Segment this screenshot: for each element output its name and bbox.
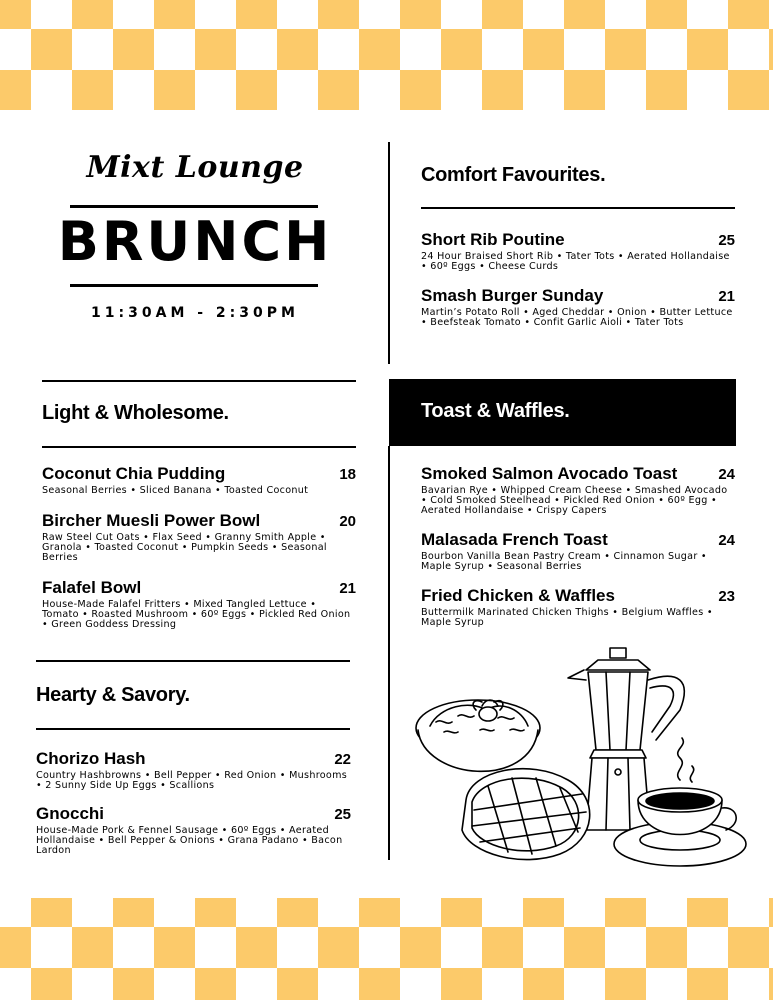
header-bottom-divider: [70, 284, 318, 287]
checker-square: [646, 70, 687, 110]
item-name: Falafel Bowl: [42, 578, 142, 597]
oatmeal-bowl-icon: [416, 700, 540, 771]
menu-item: [421, 586, 735, 628]
checker-square: [646, 927, 687, 968]
item-description: 24 Hour Braised Short Rib • Tater Tots • Aerated Hollandaise • 60º Eggs • Cheese Curds: [421, 251, 730, 272]
checker-square: [523, 968, 564, 1000]
item-price: 25: [718, 232, 735, 249]
checker-square: [605, 968, 646, 1000]
section-title-comfort: Comfort Favourites.: [421, 164, 606, 186]
checker-square: [277, 898, 318, 927]
checker-square: [31, 898, 72, 927]
checker-square: [769, 29, 773, 70]
checker-square: [277, 968, 318, 1000]
checker-square: [482, 0, 523, 29]
hearty-section-bottom-rule: [36, 728, 350, 730]
checker-square: [318, 927, 359, 968]
checker-square: [400, 927, 441, 968]
item-description: Bavarian Rye • Whipped Cream Cheese • Smashed Avocado • Cold Smoked Steelhead • Pickled Red Onion • 60º Egg • Aerated Hollandaise • Crispy Capers: [421, 485, 728, 516]
checker-square: [441, 29, 482, 70]
item-name: Coconut Chia Pudding: [42, 464, 226, 483]
checker-square: [605, 898, 646, 927]
checker-square: [564, 927, 605, 968]
item-price: 21: [718, 288, 735, 305]
light-section-bottom-rule: [42, 446, 356, 448]
checker-square: [154, 927, 195, 968]
menu-item: [421, 230, 735, 272]
item-name: Smoked Salmon Avocado Toast: [421, 464, 678, 483]
section-title-light: Light & Wholesome.: [42, 402, 229, 424]
menu-item: [421, 530, 735, 572]
item-price: 23: [718, 588, 735, 605]
menu-item: [42, 578, 356, 630]
item-price: 21: [339, 580, 356, 597]
menu-item: [421, 286, 735, 328]
item-price: 24: [718, 466, 735, 483]
menu-item: [42, 464, 356, 496]
item-description: Raw Steel Cut Oats • Flax Seed • Granny Smith Apple • Granola • Toasted Coconut • Pumpkin Seeds • Seasonal Berries: [42, 532, 327, 563]
header-top-divider: [70, 205, 318, 208]
item-name: Bircher Muesli Power Bowl: [42, 511, 261, 530]
item-name: Chorizo Hash: [36, 749, 146, 768]
checker-square: [236, 927, 277, 968]
checker-square: [769, 898, 773, 927]
item-price: 18: [339, 466, 356, 483]
waffle-icon: [462, 769, 590, 860]
checker-square: [441, 968, 482, 1000]
checker-square: [728, 70, 769, 110]
checker-square: [277, 29, 318, 70]
item-description: House-Made Falafel Fritters • Mixed Tangled Lettuce • Tomato • Roasted Mushroom • 60º Eggs • Pickled Red Onion • Green Goddess Dressing: [42, 599, 351, 630]
checker-square: [31, 29, 72, 70]
item-price: 22: [334, 751, 351, 768]
checker-square: [441, 898, 482, 927]
item-description: Martin’s Potato Roll • Aged Cheddar • Onion • Butter Lettuce • Beefsteak Tomato • Confit Garlic Aioli • Tater Tots: [421, 307, 733, 328]
checker-square: [113, 968, 154, 1000]
checker-square: [687, 29, 728, 70]
item-description: Seasonal Berries • Sliced Banana • Toasted Coconut: [42, 485, 309, 496]
section-title-hearty: Hearty & Savory.: [36, 684, 190, 706]
menu-item: [421, 464, 735, 516]
top-checker-border: [0, 0, 773, 110]
item-name: Fried Chicken & Waffles: [421, 586, 615, 605]
checker-square: [318, 70, 359, 110]
checker-square: [728, 927, 769, 968]
checker-square: [523, 898, 564, 927]
section-title-toast: Toast & Waffles.: [421, 400, 570, 422]
checker-square: [564, 0, 605, 29]
brunch-illustration: [410, 640, 750, 880]
checker-square: [687, 898, 728, 927]
checker-square: [646, 0, 687, 29]
item-description: Bourbon Vanilla Bean Pastry Cream • Cinnamon Sugar • Maple Syrup • Seasonal Berries: [421, 551, 707, 572]
service-hours: 11:30AM - 2:30PM: [91, 305, 299, 321]
light-section-top-rule: [42, 380, 356, 382]
checker-square: [195, 968, 236, 1000]
checker-square: [318, 0, 359, 29]
checker-square: [195, 29, 236, 70]
menu-item: [36, 804, 351, 856]
bottom-checker-border: [0, 898, 773, 1000]
checker-square: [72, 927, 113, 968]
item-description: Country Hashbrowns • Bell Pepper • Red Onion • Mushrooms • 2 Sunny Side Up Eggs • Scallions: [36, 770, 348, 791]
checker-square: [195, 898, 236, 927]
checker-square: [72, 70, 113, 110]
checker-square: [687, 968, 728, 1000]
checker-square: [359, 29, 400, 70]
checker-square: [154, 0, 195, 29]
comfort-section-bottom-rule: [421, 207, 735, 209]
page-title: BRUNCH: [57, 210, 333, 273]
item-description: Buttermilk Marinated Chicken Thighs • Belgium Waffles • Maple Syrup: [421, 607, 713, 628]
venue-name: Mixt Lounge: [86, 150, 304, 185]
checker-square: [359, 968, 400, 1000]
item-name: Short Rib Poutine: [421, 230, 565, 249]
item-name: Gnocchi: [36, 804, 105, 823]
checker-square: [72, 0, 113, 29]
checker-square: [564, 70, 605, 110]
item-name: Malasada French Toast: [421, 530, 608, 549]
item-name: Smash Burger Sunday: [421, 286, 604, 305]
checker-square: [769, 968, 773, 1000]
menu-item: [42, 511, 356, 563]
checker-square: [113, 898, 154, 927]
item-price: 24: [718, 532, 735, 549]
checker-square: [605, 29, 646, 70]
checker-square: [728, 0, 769, 29]
column-divider-top: [388, 142, 390, 364]
checker-square: [0, 0, 31, 29]
checker-square: [400, 0, 441, 29]
checker-square: [113, 29, 154, 70]
checker-square: [154, 70, 195, 110]
checker-square: [0, 70, 31, 110]
item-description: House-Made Pork & Fennel Sausage • 60º Eggs • Aerated Hollandaise • Bell Pepper & Onions • Grana Padano • Bacon Lardon: [36, 825, 343, 856]
checker-square: [31, 968, 72, 1000]
item-price: 20: [339, 513, 356, 530]
hearty-section-top-rule: [36, 660, 350, 662]
checker-square: [0, 927, 31, 968]
checker-square: [236, 0, 277, 29]
checker-square: [482, 927, 523, 968]
item-price: 25: [334, 806, 351, 823]
menu-item: [36, 749, 351, 791]
checker-square: [359, 898, 400, 927]
checker-square: [482, 70, 523, 110]
column-divider-bottom: [388, 446, 390, 860]
checker-square: [236, 70, 277, 110]
checker-square: [523, 29, 564, 70]
checker-square: [400, 70, 441, 110]
